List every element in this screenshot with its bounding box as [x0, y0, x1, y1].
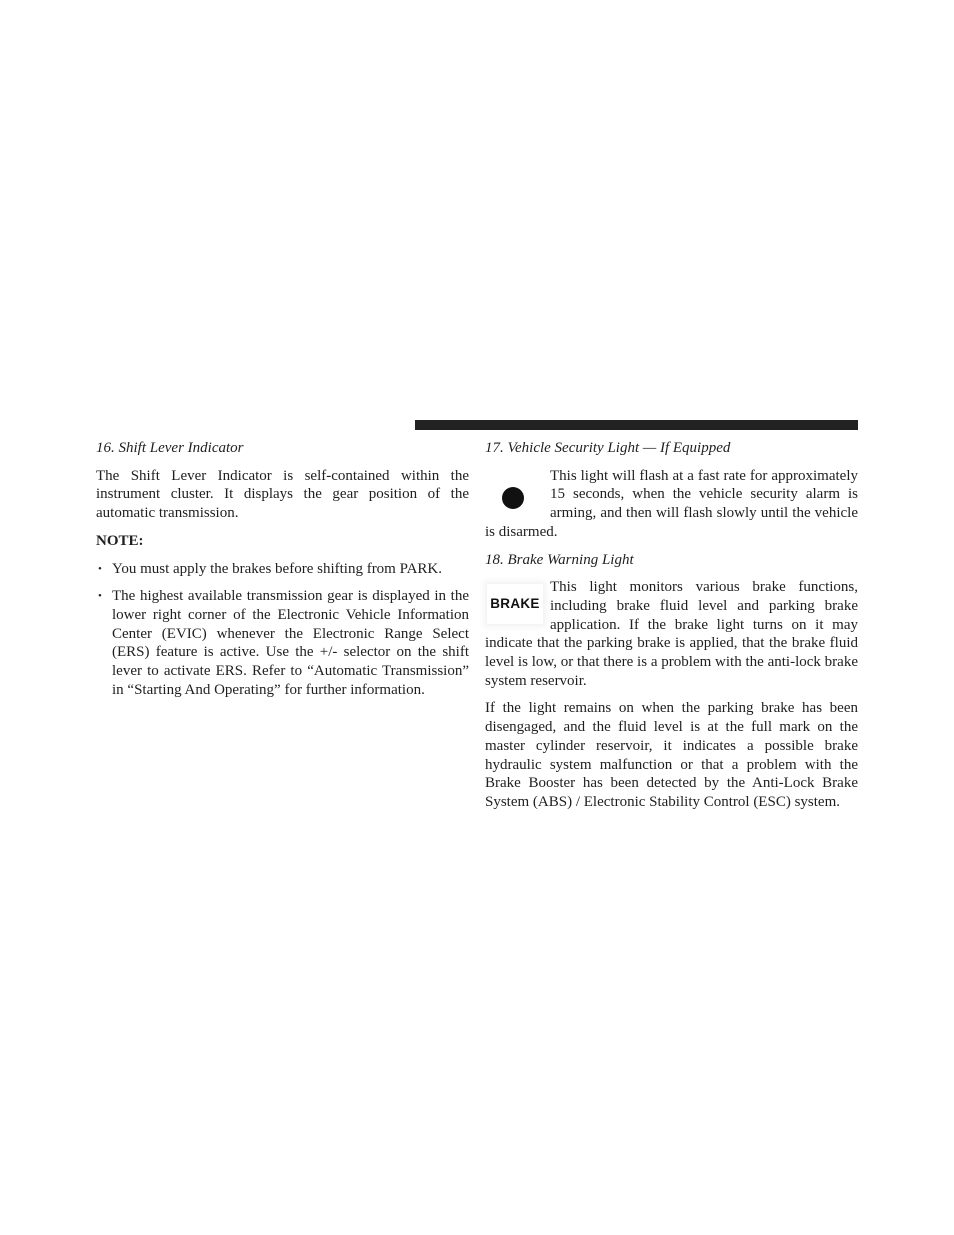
shift-lever-paragraph: The Shift Lever Indicator is self-contained within the instrument cluster. It displays the gear position of the automatic transmission. [96, 467, 469, 522]
brake-light-text: This light monitors various brake functions, including brake fluid level and parking brake application. If the brake light turns on it may indicate that the parking brake is applied, that the brake fluid level is low, or that there is a problem with the anti-lock brake system reservoir. [485, 579, 858, 689]
section-header-bar [415, 420, 858, 430]
bullet-text: You must apply the brakes before shifting from PARK. [112, 560, 442, 577]
security-light-text: This light will flash at a fast rate for approximately 15 seconds, when the vehicle security alarm is arming, and then will flash slowly until the vehicle is disarmed. [485, 467, 858, 540]
security-light-icon [485, 467, 550, 523]
brake-label-icon: BRAKE [487, 584, 543, 624]
bullet-text: The highest available transmission gear is displayed in the lower right corner of the Electronic Vehicle Information Center (EVIC) whenever the Electronic Range Select (ERS) feature is active. Use the +/- selector on the shift lever to activate ERS. Refer to “Automatic Transmission” in “Starting And Operating” for further information. [112, 588, 469, 698]
brake-warning-icon [485, 578, 550, 634]
list-item [96, 587, 469, 699]
list-item [96, 560, 469, 579]
security-light-block [485, 467, 858, 542]
brake-light-paragraph-2: If the light remains on when the parking brake has been disengaged, and the fluid level is at the full mark on the master cylinder reservoir, it indicates a possible brake hydraulic system malfunction or that a problem with the Brake Booster has been detected by the Anti-Lock Brake System (ABS) / Electronic Stability Control (ESC) system. [485, 700, 858, 810]
brake-light-heading: 18. Brake Warning Light [485, 551, 634, 568]
note-bullet-list [96, 560, 469, 700]
security-light-heading: 17. Vehicle Security Light — If Equipped [485, 440, 731, 456]
note-label: NOTE: [96, 532, 144, 549]
left-column [96, 439, 469, 708]
shift-lever-heading: 16. Shift Lever Indicator [96, 440, 244, 456]
bullet-icon: • [98, 590, 102, 603]
right-column [485, 439, 858, 821]
bullet-icon: • [98, 562, 102, 575]
security-dot-icon [502, 487, 524, 509]
brake-light-block [485, 578, 858, 690]
